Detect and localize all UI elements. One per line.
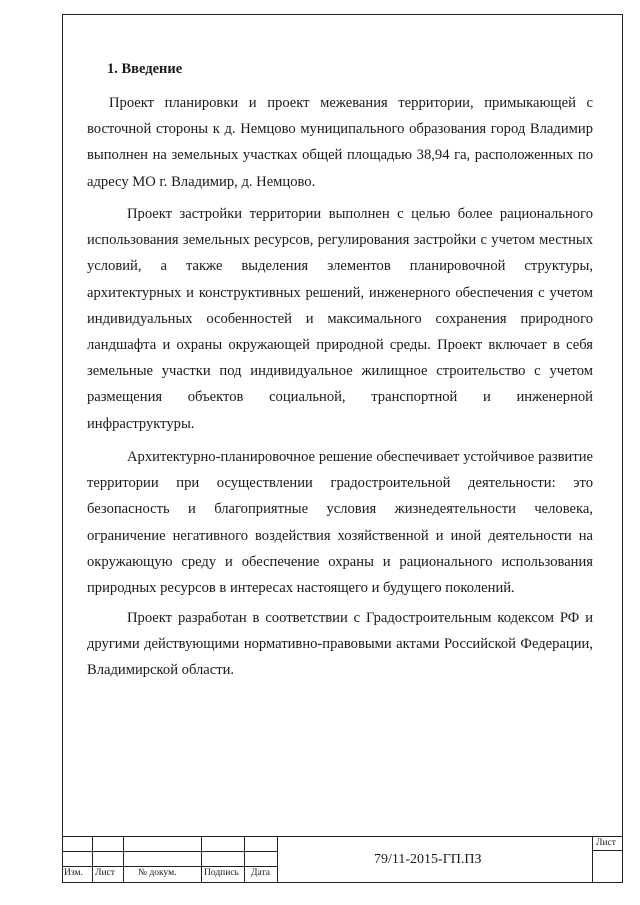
title-block [62,836,623,883]
document-code: 79/11-2015-ГП.ПЗ [374,852,482,867]
stamp-doc-label: № докум. [138,868,177,878]
paragraph-1: Проект планировки и проект межевания территории, примыкающей с восточной стороны к д. Немцово муниципального образования город Владимир выполнен на земельных участках общей площадью 38,94 га, расположенных по адресу МО г. Владимир, д. Немцово. [87,95,593,190]
section-heading: 1. Введение [107,61,183,77]
paragraph-4: Проект разработан в соответствии с Градостроительным кодексом РФ и другими действующими нормативно-правовыми актами Российской Федерации, Владимирской области. [87,610,593,679]
stamp-izm-label: Изм. [64,868,83,878]
paragraph-3: Архитектурно-планировочное решение обеспечивает устойчивое развитие территории при осуществлении градостроительной деятельности: это безопасность и благоприятные условия жизнедеятельности человека, ограничение негативного воздействия хозяйственной и иной деятельности на окружающую среду и обеспечение охраны и рационального использования природных ресурсов в интересах настоящего и будущего поколений. [87,449,593,597]
stamp-list-label: Лист [95,868,115,878]
paragraph-2: Проект застройки территории выполнен с целью более рационального использования земельных ресурсов, регулирования застройки с учетом местных условий, а также выделения элементов планировочной структуры, архитектурных и конструктивных решений, инженерного обеспечения с учетом индивидуальных особенностей и максимального сохранения природного ландшафта и охраны окружающей природной среды. Проект включает в себя земельные участки под индивидуальное жилищное строительство с учетом размещения объектов социальной, транспортной и инженерной инфраструктуры. [87,206,593,432]
stamp-date-label: Дата [251,868,270,878]
stamp-signature-label: Подпись [204,868,239,878]
stamp-sheet-label: Лист [596,838,616,848]
